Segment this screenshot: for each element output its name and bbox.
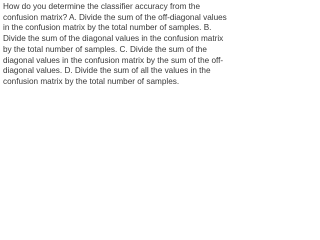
question-card — [0, 0, 235, 88]
question-text: How do you determine the classifier accuracy from the confusion matrix? A. Divide the sum of the off-diagonal values in the confusion matrix by the total number of samples. B. Divide the sum of the diagonal values in the confusion matrix by the total number of samples. C. Divide the sum of the diagonal values in the confusion matrix by the sum of the off-diagonal values. D. Divide the sum of all the values in the confusion matrix by the total number of samples. — [3, 2, 227, 86]
